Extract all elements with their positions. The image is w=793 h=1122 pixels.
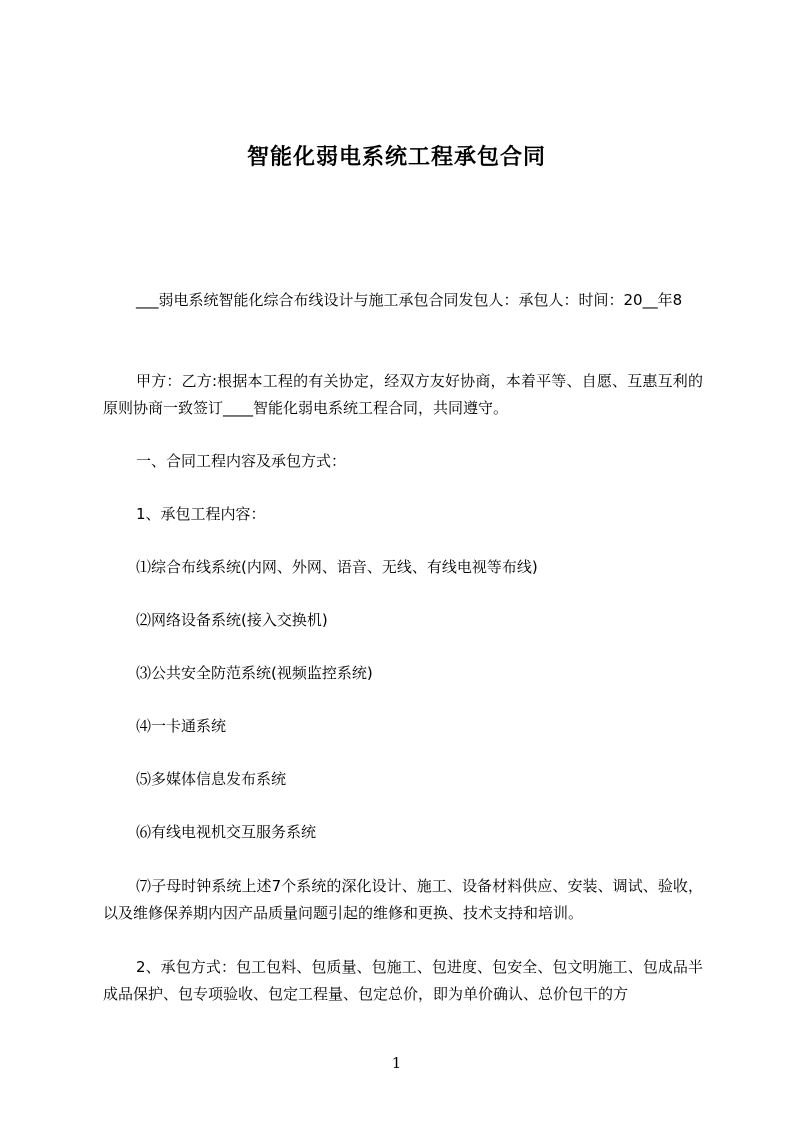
intro-paragraph: ___弱电系统智能化综合布线设计与施工承包合同发包人：承包人：时间：20__年8	[136, 291, 683, 309]
section-1-heading: 一、合同工程内容及承包方式：	[136, 452, 347, 470]
parties-paragraph: 甲方：乙方:根据本工程的有关协定，经双方友好协商，本着平等、自愿、互惠互利的原则协商一致签订____智能化弱电系统工程合同，共同遵守。	[103, 372, 703, 417]
system-item-3: ⑶公共安全防范系统(视频监控系统)	[136, 664, 373, 682]
system-item-6: ⑹有线电视机交互服务系统	[136, 823, 317, 841]
item-1-heading: 1、承包工程内容：	[136, 505, 266, 523]
page-number: 1	[391, 1054, 402, 1072]
system-item-1: ⑴综合布线系统(内网、外网、语音、无线、有线电视等布线)	[136, 558, 538, 576]
item-2-paragraph: 2、承包方式：包工包料、包质量、包施工、包进度、包安全、包文明施工、包成品半成品保护、包专项验收、包定工程量、包定总价，即为单价确认、总价包干的方	[103, 958, 703, 1003]
system-item-5: ⑸多媒体信息发布系统	[136, 770, 287, 788]
document-title: 智能化弱电系统工程承包合同	[246, 145, 546, 170]
system-item-4: ⑷一卡通系统	[136, 717, 227, 735]
system-item-2: ⑵网络设备系统(接入交换机)	[136, 611, 328, 629]
system-item-7-paragraph: ⑺子母时钟系统上述7个系统的深化设计、施工、设备材料供应、安装、调试、验收，以及维修保养期内因产品质量问题引起的维修和更换、技术支持和培训。	[103, 877, 703, 922]
